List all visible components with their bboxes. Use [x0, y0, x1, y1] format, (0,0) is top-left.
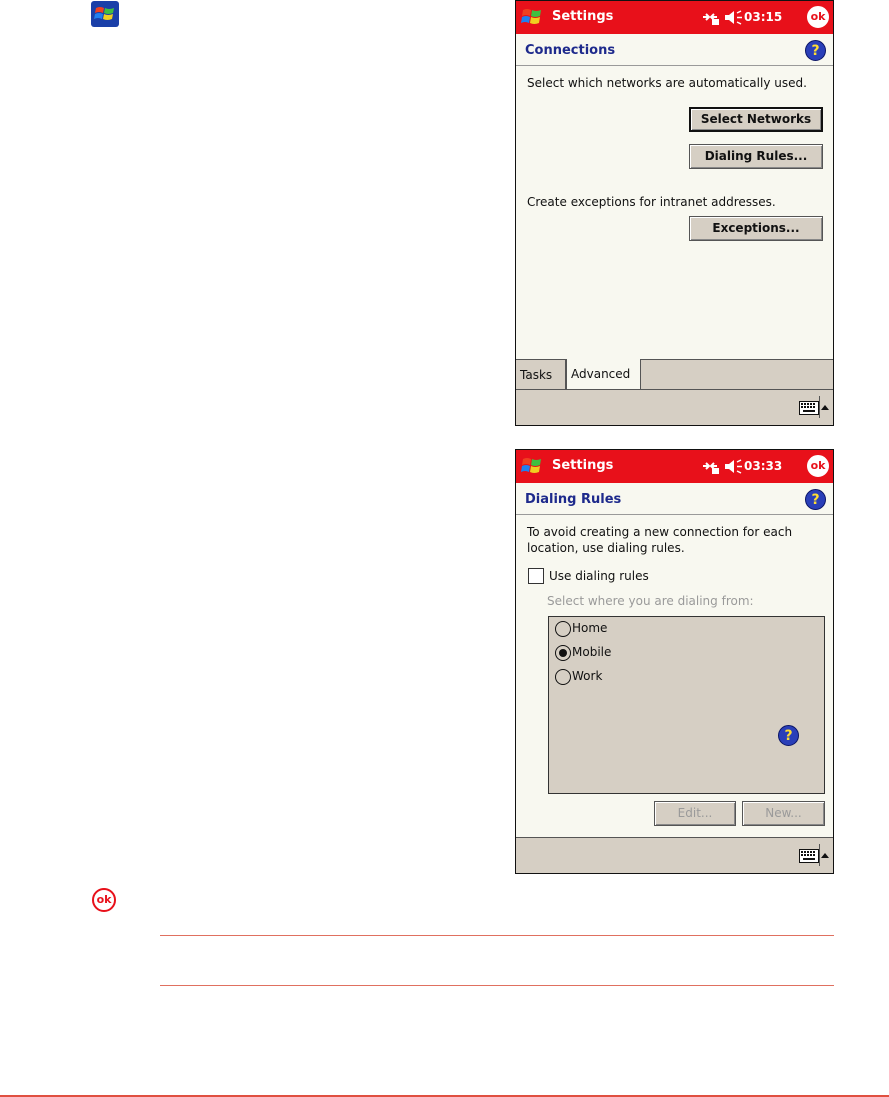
- ok-icon: ok: [92, 888, 116, 912]
- location-radio-work[interactable]: [555, 667, 635, 687]
- location-radio-mobile[interactable]: [555, 643, 635, 663]
- dialing-rules-button[interactable]: Dialing Rules...: [689, 144, 823, 169]
- help-icon: ?: [778, 725, 799, 746]
- page-title: Connections: [525, 43, 616, 58]
- clock[interactable]: 03:15: [744, 10, 783, 24]
- input-panel-arrow-icon[interactable]: [820, 402, 830, 414]
- title-bar: [516, 450, 833, 483]
- help-icon[interactable]: ?: [805, 489, 826, 510]
- exceptions-description: Create exceptions for intranet addresses.: [527, 195, 776, 209]
- divider: [160, 935, 834, 936]
- intro-text-line-1: To avoid creating a new connection for each: [527, 525, 793, 539]
- use-dialing-rules-label: Use dialing rules: [549, 569, 649, 583]
- clock[interactable]: 03:33: [744, 459, 783, 473]
- tab-tasks[interactable]: Tasks: [516, 360, 566, 390]
- input-panel-arrow-icon[interactable]: [820, 850, 830, 862]
- location-radio-home[interactable]: [555, 619, 635, 639]
- connections-screen: [515, 0, 834, 426]
- location-label: Work: [572, 669, 603, 683]
- tab-bar: [516, 359, 833, 389]
- menu-bar: [516, 389, 833, 425]
- select-networks-description: Select which networks are automatically used.: [527, 76, 807, 90]
- start-menu-icon[interactable]: [520, 6, 544, 28]
- title-bar: [516, 1, 833, 34]
- page-header: [516, 34, 833, 66]
- windows-logo-icon: [90, 0, 120, 28]
- page-title: Dialing Rules: [525, 492, 622, 507]
- use-dialing-rules-checkbox[interactable]: [528, 568, 544, 584]
- radio-button-selected[interactable]: [555, 645, 571, 661]
- ok-button[interactable]: ok: [807, 455, 829, 477]
- intro-text-line-2: location, use dialing rules.: [527, 541, 685, 555]
- location-list: [548, 616, 825, 794]
- dialing-rules-screen: [515, 449, 834, 874]
- radio-dot: [559, 649, 567, 657]
- app-title: Settings: [552, 458, 614, 473]
- edit-button[interactable]: Edit...: [654, 801, 736, 826]
- location-label: Mobile: [572, 645, 612, 659]
- radio-button[interactable]: [555, 621, 571, 637]
- tab-advanced[interactable]: Advanced: [566, 359, 641, 390]
- radio-button[interactable]: [555, 669, 571, 685]
- app-title: Settings: [552, 9, 614, 24]
- dialing-from-label: Select where you are dialing from:: [547, 594, 754, 608]
- new-button[interactable]: New...: [742, 801, 825, 826]
- exceptions-button[interactable]: Exceptions...: [689, 216, 823, 241]
- location-label: Home: [572, 621, 608, 635]
- ok-button[interactable]: ok: [807, 6, 829, 28]
- connectivity-icon[interactable]: [700, 8, 720, 26]
- page-header: [516, 483, 833, 515]
- volume-icon[interactable]: [723, 458, 743, 475]
- start-menu-icon[interactable]: [520, 455, 544, 477]
- keyboard-icon[interactable]: [799, 401, 819, 415]
- menu-bar: [516, 837, 833, 873]
- select-networks-button[interactable]: Select Networks: [689, 107, 823, 132]
- volume-icon[interactable]: [723, 9, 743, 26]
- help-icon[interactable]: ?: [805, 40, 826, 61]
- connectivity-icon[interactable]: [700, 457, 720, 475]
- divider: [160, 985, 834, 986]
- keyboard-icon[interactable]: [799, 849, 819, 863]
